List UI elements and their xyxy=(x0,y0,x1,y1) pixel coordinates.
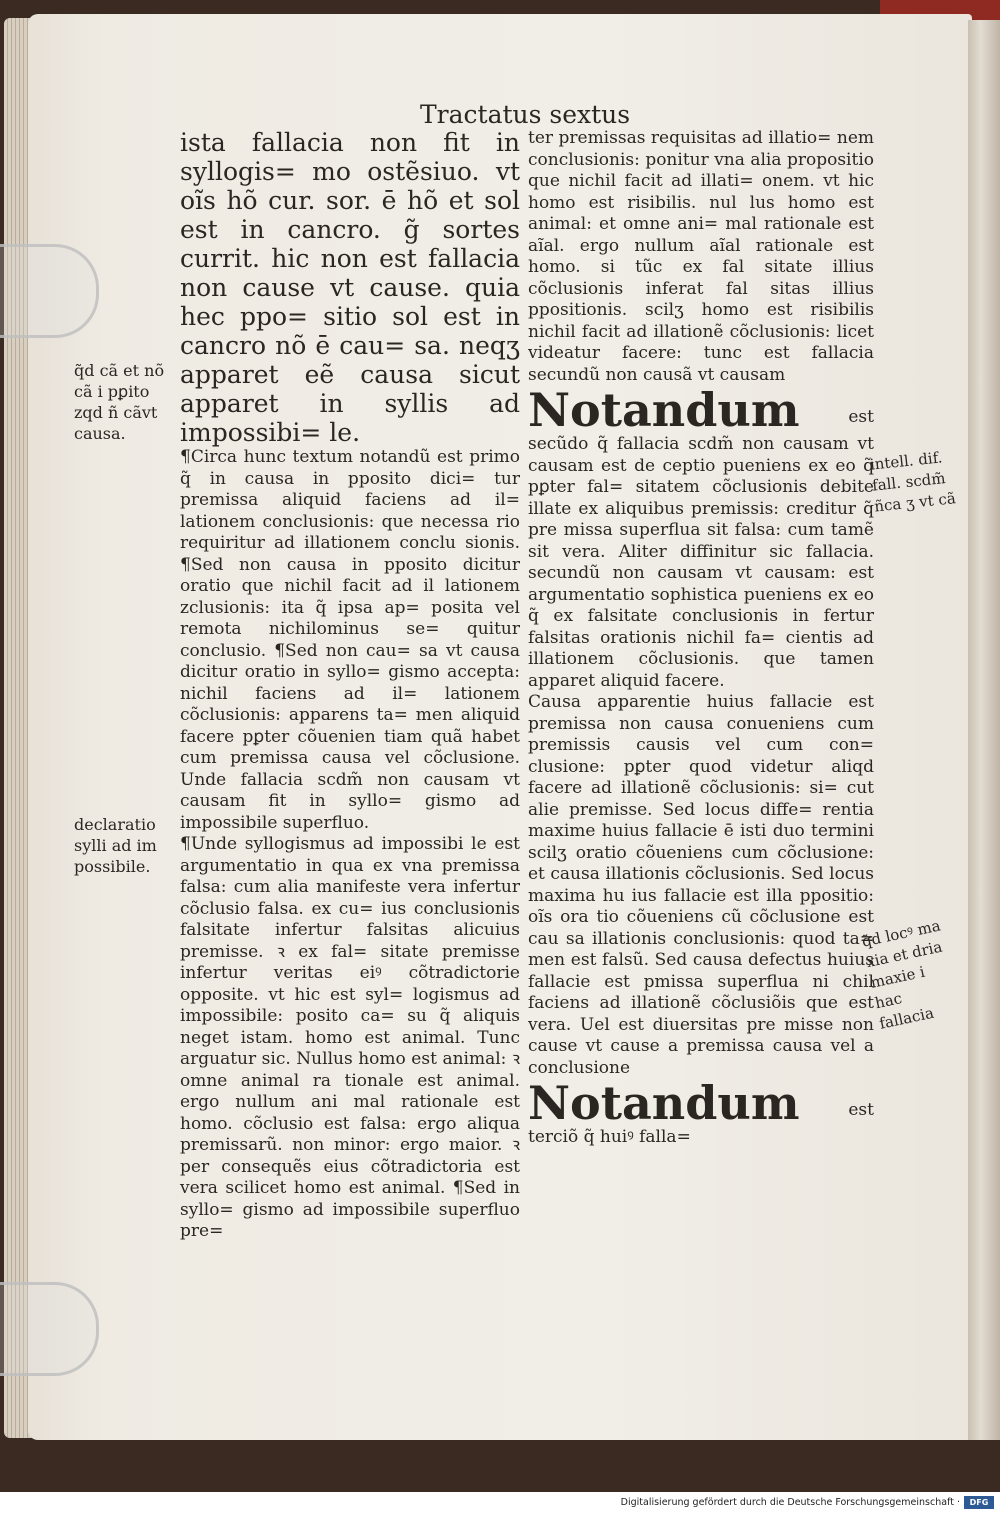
right-paragraph-2 xyxy=(528,383,874,692)
left-text-column xyxy=(180,128,520,1243)
dfg-logo: DFG xyxy=(964,1496,994,1509)
margin-note-right-1: intell. dif. fall. scdm̃ ñca ʒ vt cã xyxy=(869,448,957,516)
right-paragraph-2-text: est secũdo q̃ fallacia scdm̃ non causam vt causam est de ceptio pueniens ex eo q̃ pꝑter fal= sitatem cõclusionis debite illate ex aliquibus premissis: creditur q̃ pre missa superflua sit falsa: cum tamẽ sit vera. Aliter diffinitur sic fallacia. secundũ non causam vt causam: est argumentatio sophistica pueniens ex eo q̃ ex falsitate conclusionis in fertur falsitas orationis nichil fa= cientis ad illationem cõclusionis. que tamen apparet aliquid facere. xyxy=(528,407,874,691)
footer-bar xyxy=(0,1492,1000,1514)
right-paragraph-4-text: est terciõ q̃ huiꝰ falla= xyxy=(528,1100,874,1147)
page-clip-bottom xyxy=(0,1282,99,1376)
right-paragraph-1: ter premissas requisitas ad illatio= nem conclusionis: ponitur vna alia propositio que nichil facit ad illati= onem. vt hic homo est risibilis. nul lus homo est animal: et omne ani= mal rationale est aĩal. ergo nullum aĩal rationale est homo. si tũc ex fal sitate illius cõclusionis inferat fal sitas illius ppositionis. scilʒ homo est risibilis nichil facit ad illationẽ cõclusionis: licet videatur facere: tunc est fallacia secundũ non causã vt causam xyxy=(528,128,874,385)
margin-note-left-2: declaratio sylli ad im possibile. xyxy=(74,815,157,876)
notandum-initial-2: Notandum xyxy=(528,1076,800,1130)
margin-note-left-1: q̃d cã et nõ cã i pꝑito zqd ñ cãvt causa. xyxy=(74,361,165,443)
running-header: Tractatus sextus xyxy=(420,100,631,129)
page-clip-top xyxy=(0,244,99,338)
left-paragraph-2: ¶Circa hunc textum notandũ est primo q̃ in causa in pposito dici= tur premissa aliquid faciens ad il= lationem conclusionis: que necessa rio requiritur ad illationem conclu sionis. ¶Sed non causa in pposito dicitur oratio que nichil facit ad il lationem zclusionis: ita q̃ ipsa ap= posita vel remota nichilominus se= quitur conclusio. ¶Sed non cau= sa vt causa dicitur oratio in syllo= gismo accepta: nichil faciens ad il= lationem cõclusionis: apparens ta= men aliquid facere pꝑter cõuenien tiam quã habet cum premissa causa vel cõclusione. Unde fallacia scdm̃ non causam vt causam fit in syllo= gismo ad impossibile superfluo. xyxy=(180,447,520,833)
digitization-credit: Digitalisierung gefördert durch die Deutsche Forschungsgemeinschaft · xyxy=(620,1497,960,1508)
notandum-initial-1: Notandum xyxy=(528,383,800,437)
left-paragraph-1: ista fallacia non fit in syllogis= mo ostẽsiuo. vt oĩs hõ cur. sor. ē hõ et sol est in cancro. g̃ sortes currit. hic non est fallacia non cause vt cause. quia hec ppo= sitio sol est in cancro nõ ē cau= sa. neqʒ apparet eẽ causa sicut apparet in syllis ad impossibi= le. xyxy=(180,128,520,447)
right-text-column xyxy=(528,128,874,1149)
left-paragraph-3: ¶Unde syllogismus ad impossibi le est argumentatio in qua ex vna premissa falsa: cum alia manifeste vera infertur cõclusio falsa. ex cu= ius conclusionis falsitate infertur falsitas alicuius premisse. ꝛ ex fal= sitate premisse infertur veritas eiꝰ cõtradictorie opposite. vt hic est syl= logismus ad impossibile: posito ca= su q̃ aliquis neget istam. homo est animal. Tunc arguatur sic. Nullus homo est animal: ꝛ omne animal ra tionale est animal. ergo nullum ani mal rationale est homo. cõclusio est falsa: ergo aliqua premissarũ. non minor: ergo maior. ꝛ per consequẽs eius cõtradictoria est vera scilicet homo est animal. ¶Sed in syllo= gismo ad impossibile superfluo pre= xyxy=(180,834,520,1241)
right-paragraph-3: Causa apparentie huius fallacie est premissa non causa conueniens cum premissis causis vel cum con= clusione: pꝑter quod videtur aliqd facere ad illationẽ cõclusionis: si= cut alie premisse. Sed locus diffe= rentia maxime huius fallacie ē isti duo termini scilʒ oratio cõueniens cum cõclusione: et causa illationis cõclusionis. Sed locus maxima hu ius fallacie est illa ppositio: oĩs ora tio cõueniens cũ cõclusione est cau sa illationis conclusionis: quod ta= men est falsũ. Sed causa defectus huius fallacie est pmissa superflua ni chil faciens ad illationẽ cõclusiõis que est vera. Uel est diuersitas pre misse non cause vt cause a premissa causa vel a conclusione xyxy=(528,692,874,1078)
right-paragraph-4 xyxy=(528,1076,874,1149)
margin-note-right-2: q̃d locꝰ ma xia et dria maxie i hac fallacia xyxy=(860,916,944,1033)
book-binding-edge xyxy=(968,20,1000,1440)
